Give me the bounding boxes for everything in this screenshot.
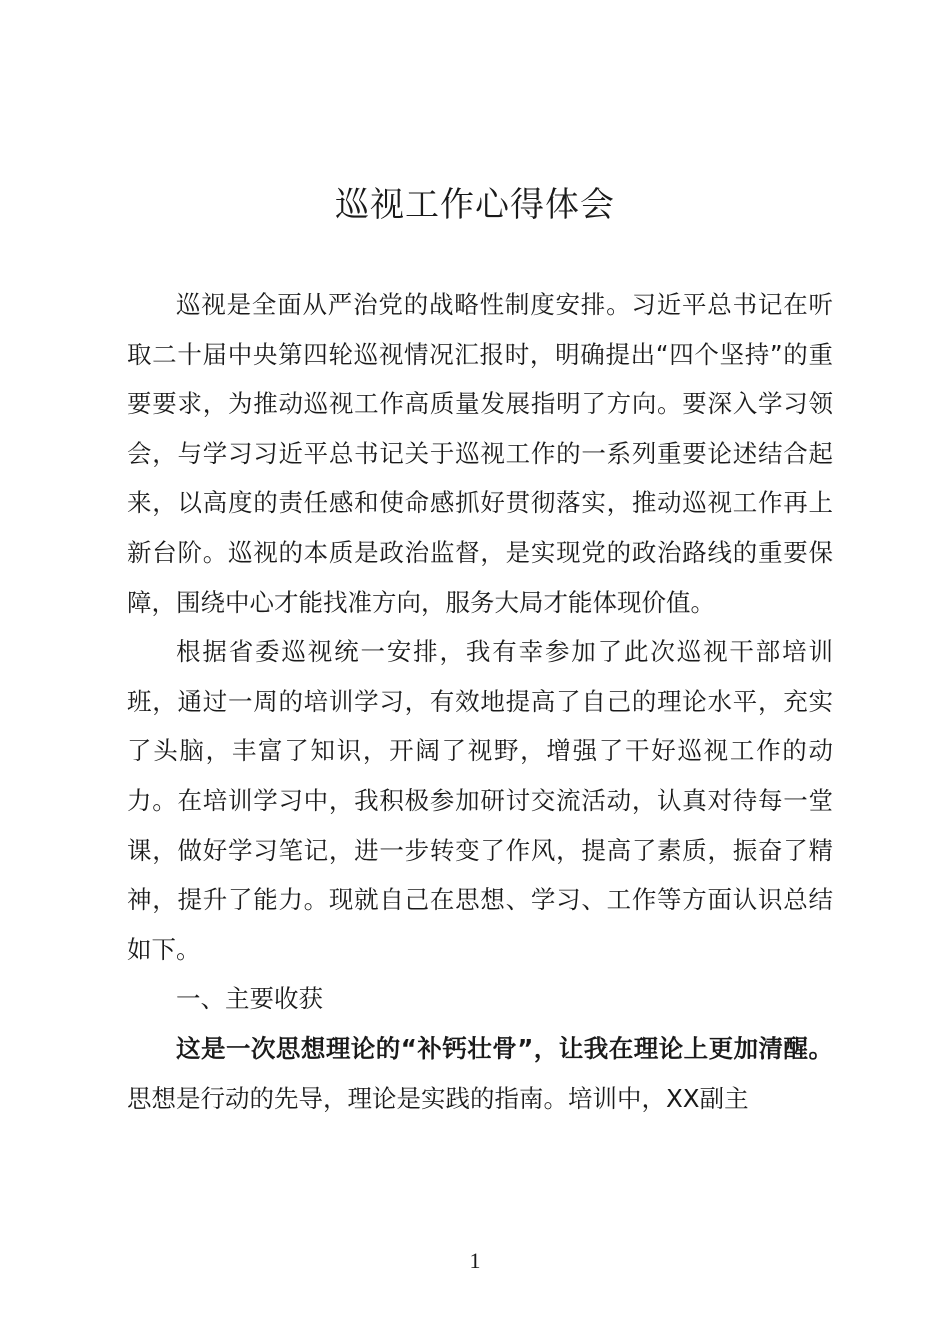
paragraph-3	[127, 1024, 833, 1123]
document-body	[127, 280, 833, 1123]
paragraph-3-text: 思想是行动的先导，理论是实践的指南。培训中，XX副主	[127, 1083, 749, 1113]
paragraph-2: 根据省委巡视统一安排，我有幸参加了此次巡视干部培训班，通过一周的培训学习，有效地提高了自己的理论水平，充实了头脑，丰富了知识，开阔了视野，增强了干好巡视工作的动力。在培训学习中，我积极参加研讨交流活动，认真对待每一堂课，做好学习笔记，进一步转变了作风，提高了素质，振奋了精神，提升了能力。现就自己在思想、学习、工作等方面认识总结如下。	[127, 637, 833, 964]
page-number: 1	[469, 1248, 481, 1273]
paragraph-1: 巡视是全面从严治党的战略性制度安排。习近平总书记在听取二十届中央第四轮巡视情况汇报时，明确提出“四个坚持”的重要要求，为推动巡视工作高质量发展指明了方向。要深入学习领会，与学习习近平总书记关于巡视工作的一系列重要论述结合起来，以高度的责任感和使命感抓好贯彻落实，推动巡视工作再上新台阶。巡视的本质是政治监督，是实现党的政治路线的重要保障，围绕中心才能找准方向，服务大局才能体现价值。	[127, 290, 833, 617]
bold-lead-sentence: 这是一次思想理论的“补钙壮骨”，让我在理论上更加清醒。	[176, 1033, 833, 1063]
section-heading: 一、主要收获	[176, 984, 323, 1014]
document-title: 巡视工作心得体会	[335, 185, 615, 225]
